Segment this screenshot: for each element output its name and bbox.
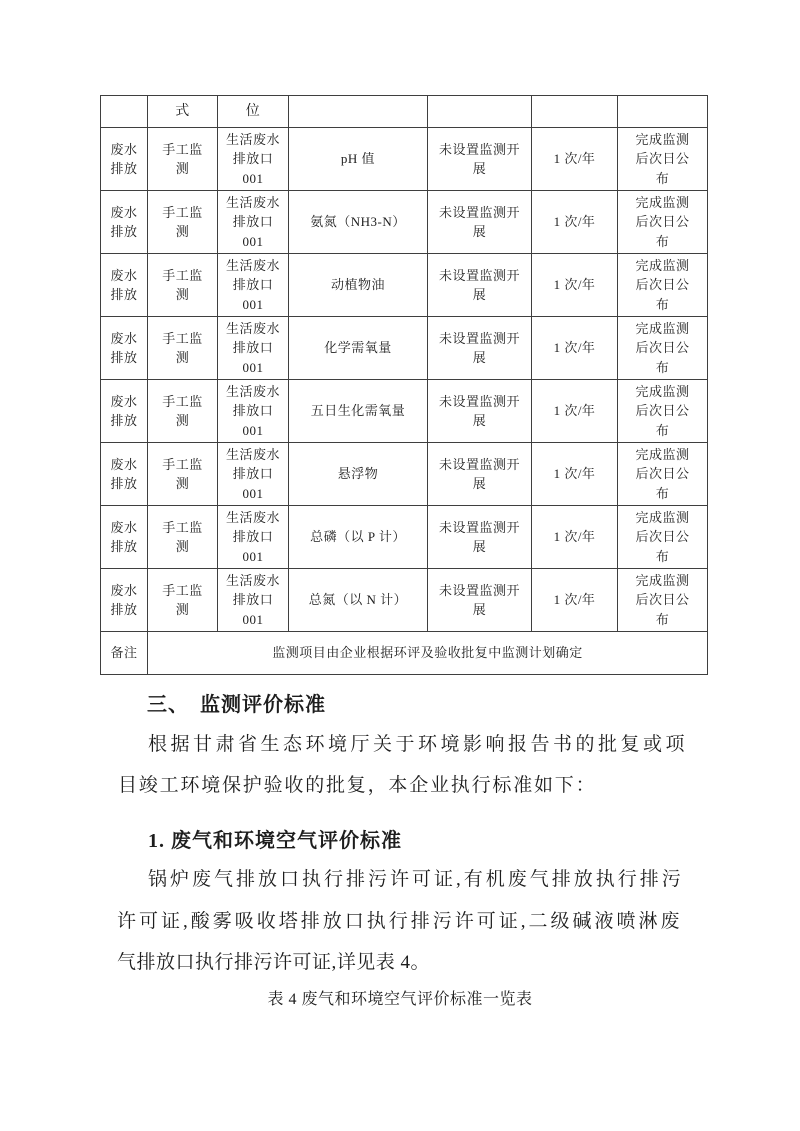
remark-row — [101, 632, 708, 675]
table-cell: 生活废水排放口001 — [218, 128, 289, 191]
table-4-caption: 表 4 废气和环境空气评价标准一览表 — [267, 991, 533, 1008]
table-row — [101, 443, 708, 506]
table-cell: 1 次/年 — [532, 317, 618, 380]
header-cell — [532, 96, 618, 128]
table-row — [101, 380, 708, 443]
table-cell: 生活废水排放口001 — [218, 569, 289, 632]
table-cell: 1 次/年 — [532, 128, 618, 191]
section-3-heading: 三、 监测评价标准 — [147, 694, 326, 716]
table-cell: 生活废水排放口001 — [218, 380, 289, 443]
table-cell: 1 次/年 — [532, 569, 618, 632]
table-cell: 化学需氧量 — [289, 317, 428, 380]
table-cell: 动植物油 — [289, 254, 428, 317]
table-cell: 悬浮物 — [289, 443, 428, 506]
table-row — [101, 128, 708, 191]
table-cell: 未设置监测开展 — [428, 128, 532, 191]
paragraph-line: 目竣工环境保护验收的批复，本企业执行标准如下： — [118, 775, 597, 796]
table-cell: 废水排放 — [101, 191, 148, 254]
table-cell: 废水排放 — [101, 380, 148, 443]
paragraph-line: 气排放口执行排污许可证,详见表 4。 — [117, 952, 431, 973]
table-cell: 手工监测 — [148, 128, 218, 191]
table-cell: pH 值 — [289, 128, 428, 191]
table-cell: 完成监测后次日公布 — [618, 191, 708, 254]
header-cell: 位 — [218, 96, 289, 128]
remark-text-cell: 监测项目由企业根据环评及验收批复中监测计划确定 — [148, 632, 708, 675]
table-cell: 五日生化需氧量 — [289, 380, 428, 443]
table-cell: 未设置监测开展 — [428, 569, 532, 632]
table-cell: 总氮（以 N 计） — [289, 569, 428, 632]
table-cell: 手工监测 — [148, 443, 218, 506]
table-cell: 总磷（以 P 计） — [289, 506, 428, 569]
table-cell: 废水排放 — [101, 569, 148, 632]
table-cell: 手工监测 — [148, 254, 218, 317]
table-row — [101, 569, 708, 632]
table-cell: 氨氮（NH3-N） — [289, 191, 428, 254]
table-cell: 完成监测后次日公布 — [618, 506, 708, 569]
table-cell: 生活废水排放口001 — [218, 191, 289, 254]
table-cell: 1 次/年 — [532, 443, 618, 506]
table-cell: 1 次/年 — [532, 506, 618, 569]
table-cell: 未设置监测开展 — [428, 317, 532, 380]
table-cell: 1 次/年 — [532, 254, 618, 317]
table-cell: 1 次/年 — [532, 380, 618, 443]
header-cell — [101, 96, 148, 128]
table-cell: 完成监测后次日公布 — [618, 569, 708, 632]
table-cell: 未设置监测开展 — [428, 254, 532, 317]
table-cell: 废水排放 — [101, 317, 148, 380]
table-cell: 手工监测 — [148, 506, 218, 569]
paragraph-line: 根据甘肃省生态环境厅关于环境影响报告书的批复或项 — [148, 734, 689, 755]
header-cell — [289, 96, 428, 128]
table-cell: 生活废水排放口001 — [218, 506, 289, 569]
monitoring-plan-table — [100, 95, 708, 675]
table-cell: 废水排放 — [101, 443, 148, 506]
table-header-row — [101, 96, 708, 128]
table-cell: 废水排放 — [101, 506, 148, 569]
header-cell — [618, 96, 708, 128]
table-cell: 手工监测 — [148, 380, 218, 443]
table-cell: 废水排放 — [101, 254, 148, 317]
table-row — [101, 317, 708, 380]
remark-label-cell: 备注 — [101, 632, 148, 675]
table-cell: 未设置监测开展 — [428, 443, 532, 506]
table-cell: 完成监测后次日公布 — [618, 128, 708, 191]
monitoring-table-body — [101, 96, 708, 675]
paragraph-line: 锅炉废气排放口执行排污许可证,有机废气排放执行排污 — [148, 869, 684, 890]
table-cell: 手工监测 — [148, 569, 218, 632]
paragraph-line: 许可证,酸雾吸收塔排放口执行排污许可证,二级碱液喷淋废 — [117, 911, 683, 932]
header-cell — [428, 96, 532, 128]
table-cell: 完成监测后次日公布 — [618, 443, 708, 506]
table-cell: 生活废水排放口001 — [218, 254, 289, 317]
table-row — [101, 254, 708, 317]
table-cell: 1 次/年 — [532, 191, 618, 254]
table-cell: 未设置监测开展 — [428, 191, 532, 254]
table-cell: 未设置监测开展 — [428, 506, 532, 569]
table-cell: 完成监测后次日公布 — [618, 380, 708, 443]
subsection-1-heading: 1. 废气和环境空气评价标准 — [148, 830, 402, 852]
header-cell: 式 — [148, 96, 218, 128]
table-cell: 废水排放 — [101, 128, 148, 191]
table-cell: 未设置监测开展 — [428, 380, 532, 443]
table-row — [101, 191, 708, 254]
table-cell: 完成监测后次日公布 — [618, 254, 708, 317]
table-cell: 手工监测 — [148, 191, 218, 254]
table-cell: 生活废水排放口001 — [218, 443, 289, 506]
table-cell: 手工监测 — [148, 317, 218, 380]
table-row — [101, 506, 708, 569]
table-cell: 生活废水排放口001 — [218, 317, 289, 380]
table-cell: 完成监测后次日公布 — [618, 317, 708, 380]
